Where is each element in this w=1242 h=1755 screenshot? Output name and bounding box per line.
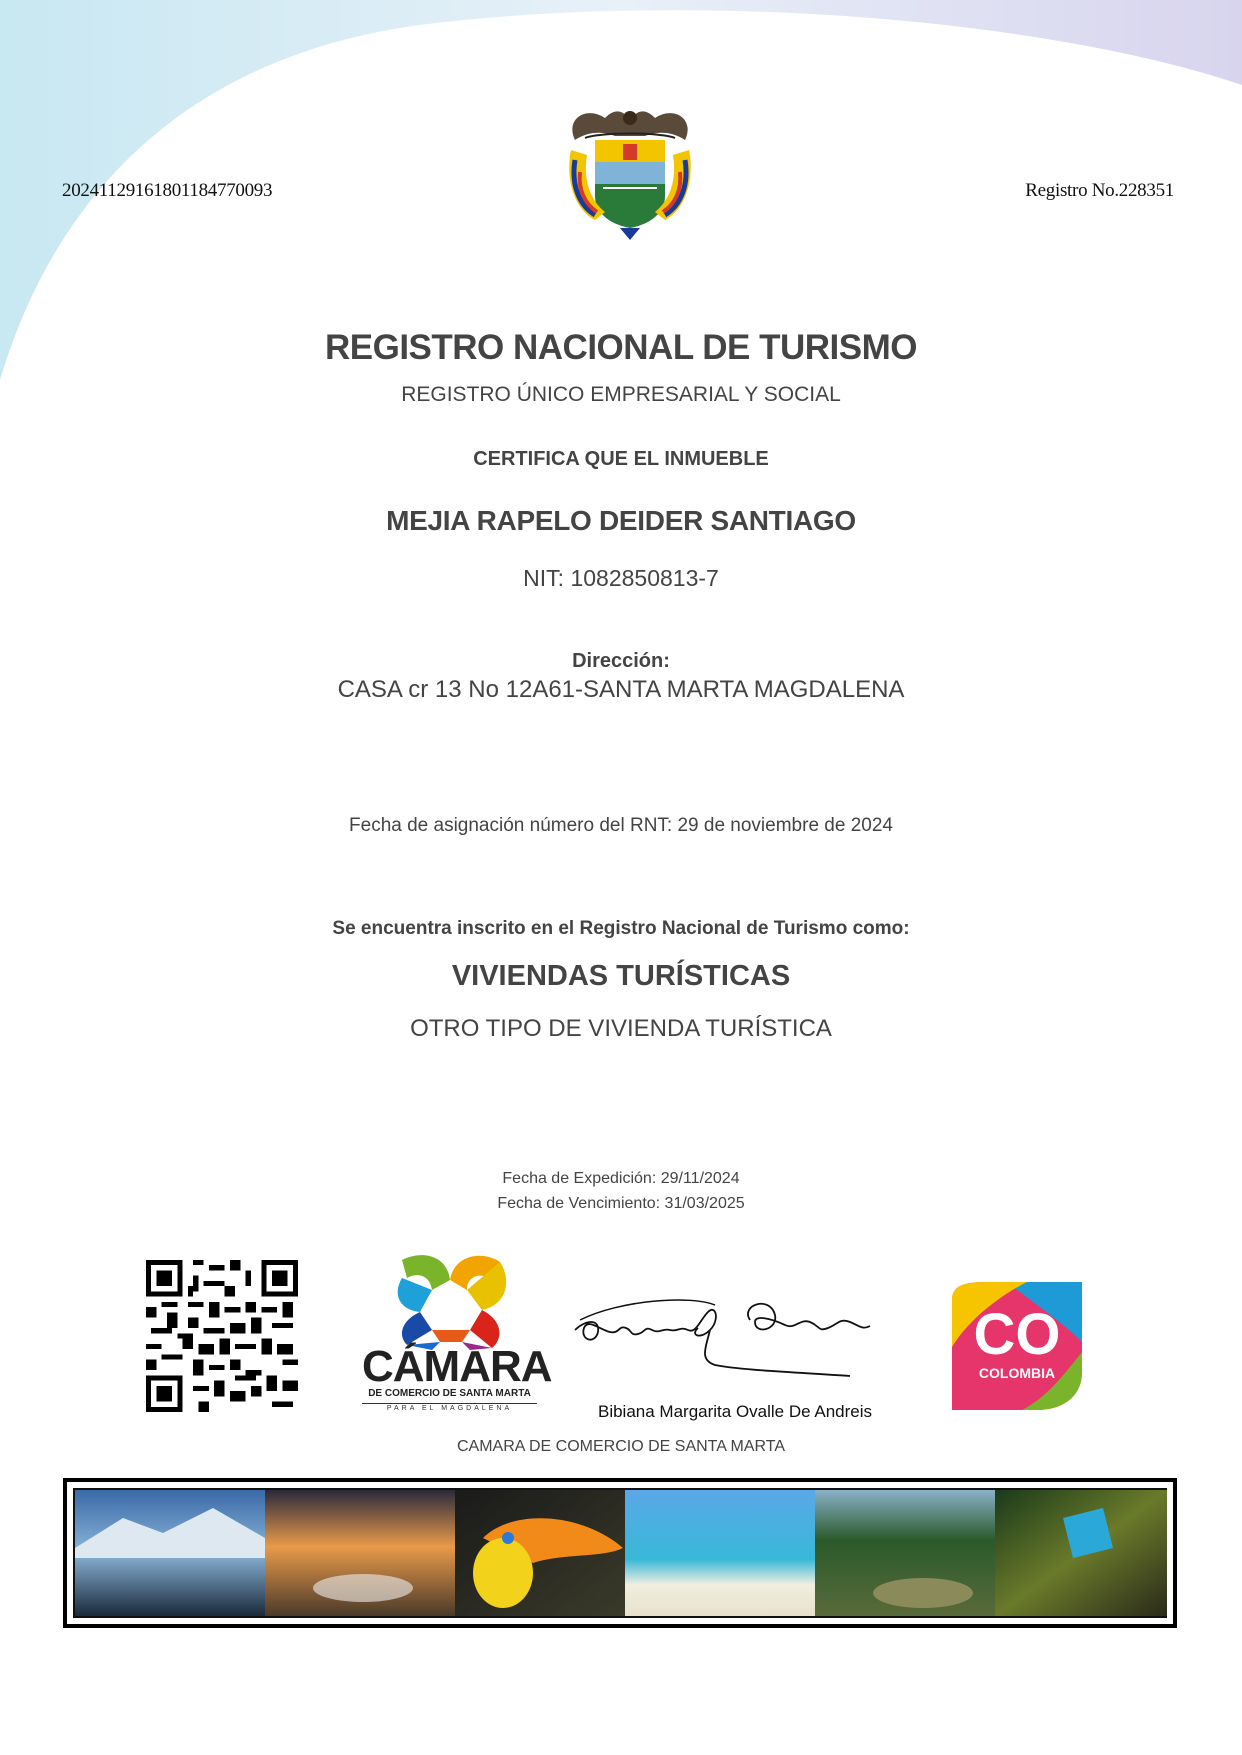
landscape-photo-strip	[63, 1478, 1177, 1628]
colombia-logo-subtext: COLOMBIA	[978, 1365, 1056, 1381]
document-id: 20241129161801184770093	[62, 180, 273, 201]
signature-image	[570, 1290, 900, 1380]
fecha-expedicion: Fecha de Expedición: 29/11/2024	[502, 1170, 740, 1187]
owner-nit: NIT: 1082850813-7	[523, 565, 719, 591]
camara-logo-word: CÁMARA	[362, 1342, 552, 1391]
camara-logo-line1: DE COMERCIO DE SANTA MARTA	[368, 1388, 531, 1399]
coat-of-arms-icon	[565, 100, 695, 242]
page-title: REGISTRO NACIONAL DE TURISMO	[324, 328, 918, 367]
page-subtitle: REGISTRO ÚNICO EMPRESARIAL Y SOCIAL	[401, 383, 841, 406]
inscripcion-label: Se encuentra inscrito en el Registro Nacional de Turismo como:	[332, 918, 910, 939]
registro-number: Registro No.228351	[1025, 180, 1174, 201]
fecha-vencimiento: Fecha de Vencimiento: 31/03/2025	[497, 1195, 745, 1212]
colombia-logo-text: CO	[973, 1302, 1061, 1367]
subcategoria: OTRO TIPO DE VIVIENDA TURÍSTICA	[410, 1015, 832, 1042]
owner-name: MEJIA RAPELO DEIDER SANTIAGO	[386, 505, 856, 536]
signatory-name: Bibiana Margarita Ovalle De Andreis	[597, 1402, 873, 1421]
camara-logo-line2: PARA EL MAGDALENA	[362, 1403, 537, 1412]
categoria: VIVIENDAS TURÍSTICAS	[451, 960, 791, 992]
fecha-asignacion: Fecha de asignación número del RNT: 29 de noviembre de 2024	[349, 815, 893, 836]
certifica-heading: CERTIFICA QUE EL INMUEBLE	[473, 448, 769, 470]
camara-footer: CAMARA DE COMERCIO DE SANTA MARTA	[456, 1438, 786, 1455]
colombia-logo-icon	[952, 1282, 1082, 1410]
qr-code-icon[interactable]	[146, 1260, 298, 1412]
direccion-label: Dirección:	[572, 650, 670, 672]
direccion-value: CASA cr 13 No 12A61-SANTA MARTA MAGDALENA	[337, 676, 905, 703]
